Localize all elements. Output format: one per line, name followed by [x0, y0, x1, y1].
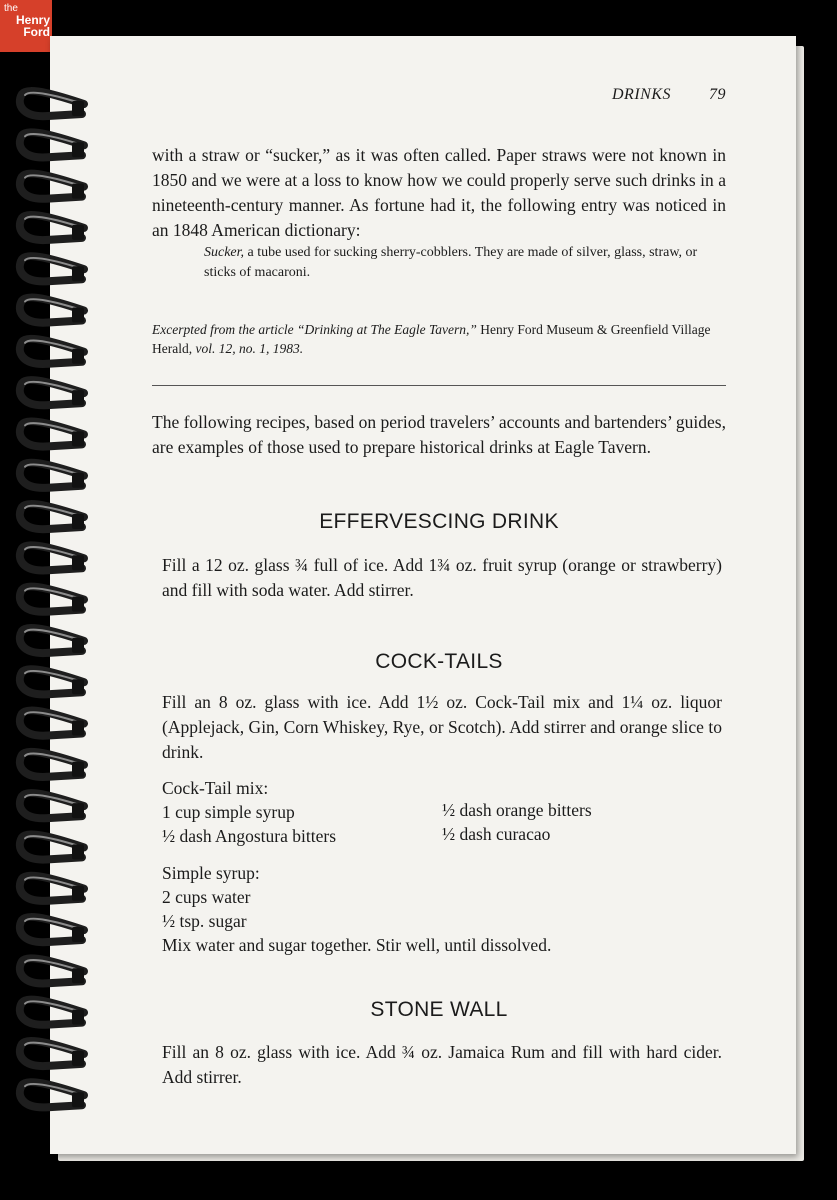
cocktail-mix-label: Cock-Tail mix:	[162, 778, 269, 798]
spiral-coil	[20, 132, 84, 157]
spiral-coil	[20, 545, 84, 570]
spiral-coil	[20, 587, 84, 612]
spiral-coil	[20, 421, 84, 446]
excerpt-credit	[152, 320, 726, 358]
spiral-coil	[20, 793, 84, 818]
simple-syrup	[162, 861, 722, 957]
recipe-title-stone-wall: STONE WALL	[370, 998, 508, 1021]
spiral-coil	[20, 628, 84, 653]
ingredient: ½ dash orange bitters	[442, 800, 592, 820]
spiral-coil	[20, 256, 84, 281]
spiral-coil	[20, 91, 84, 116]
dictionary-quote	[204, 243, 726, 283]
recipe-title-effervescing: EFFERVESCING DRINK	[319, 510, 559, 533]
recipe-body-stone-wall: Fill an 8 oz. glass with ice. Add ¾ oz. Jamaica Rum and fill with hard cider. Add stirrer.	[162, 1042, 722, 1087]
spiral-coil	[20, 958, 84, 983]
spiral-coil	[20, 215, 84, 240]
logo-prefix: the	[4, 3, 18, 14]
page-number: 79	[709, 86, 726, 103]
spiral-coil	[20, 1082, 84, 1107]
credit-lead: Excerpted from the article “Drinking at The Eagle Tavern,”	[152, 322, 477, 337]
recipe-body-effervescing: Fill a 12 oz. glass ¾ full of ice. Add 1¾ oz. fruit syrup (orange or strawberry) and fill with soda water. Add stirrer.	[162, 555, 722, 600]
ingredient: 1 cup simple syrup	[162, 802, 295, 822]
credit-middle: Henry Ford Museum & Greenfield Village Herald,	[152, 322, 711, 356]
spiral-coil	[20, 711, 84, 736]
ingredient-column-right	[442, 798, 722, 848]
spiral-coil	[20, 174, 84, 199]
section-divider	[152, 385, 726, 386]
cocktail-mix	[162, 776, 722, 848]
cocktail-mix-ingredients	[162, 800, 722, 848]
intro-text: with a straw or “sucker,” as it was often called. Paper straws were not known in 1850 and we were at a loss to know how we could properly serve such drinks in a nineteenth-century manner. As fortune had it, the following entry was noticed in an 1848 American dictionary:	[152, 145, 726, 240]
logo-brand: Henry Ford	[15, 13, 50, 39]
spiral-binding	[0, 0, 100, 1200]
ingredient: ½ tsp. sugar	[162, 911, 247, 931]
recipe-body-cocktails: Fill an 8 oz. glass with ice. Add 1½ oz. Cock-Tail mix and 1¼ oz. liquor (Applejack, Gin, Corn Whiskey, Rye, or Scotch). Add stirrer and orange slice to drink.	[162, 692, 722, 762]
spiral-coil	[20, 380, 84, 405]
spiral-coil	[20, 752, 84, 777]
recipe-title-cocktails: COCK-TAILS	[375, 650, 503, 673]
spiral-coil	[20, 504, 84, 529]
spiral-coil	[20, 463, 84, 488]
spiral-coil	[20, 1000, 84, 1025]
spiral-coil	[20, 834, 84, 859]
simple-syrup-instruction: Mix water and sugar together. Stir well, until dissolved.	[162, 935, 552, 955]
ingredient: 2 cups water	[162, 887, 251, 907]
spiral-coil	[20, 917, 84, 942]
running-header	[612, 86, 726, 104]
spiral-coil	[20, 298, 84, 323]
credit-tail: vol. 12, no. 1, 1983.	[195, 341, 304, 356]
section-title: DRINKS	[612, 86, 671, 103]
ingredient: ½ dash Angostura bitters	[162, 826, 337, 846]
book-page	[50, 36, 796, 1154]
spiral-coil	[20, 339, 84, 364]
ingredient-column-left	[162, 800, 442, 848]
following-paragraph: The following recipes, based on period travelers’ accounts and bartenders’ guides, are examples of those used to prepare historical drinks at Eagle Tavern.	[152, 412, 726, 457]
intro-paragraph	[152, 143, 726, 283]
spiral-coil	[20, 876, 84, 901]
quote-definition: a tube used for sucking sherry-cobblers. They are made of silver, glass, straw, or sticks of macaroni.	[204, 245, 698, 280]
spiral-coil	[20, 1041, 84, 1066]
spiral-coil	[20, 669, 84, 694]
simple-syrup-label: Simple syrup:	[162, 863, 260, 883]
quote-term: Sucker,	[204, 245, 245, 260]
ingredient: ½ dash curacao	[442, 824, 551, 844]
